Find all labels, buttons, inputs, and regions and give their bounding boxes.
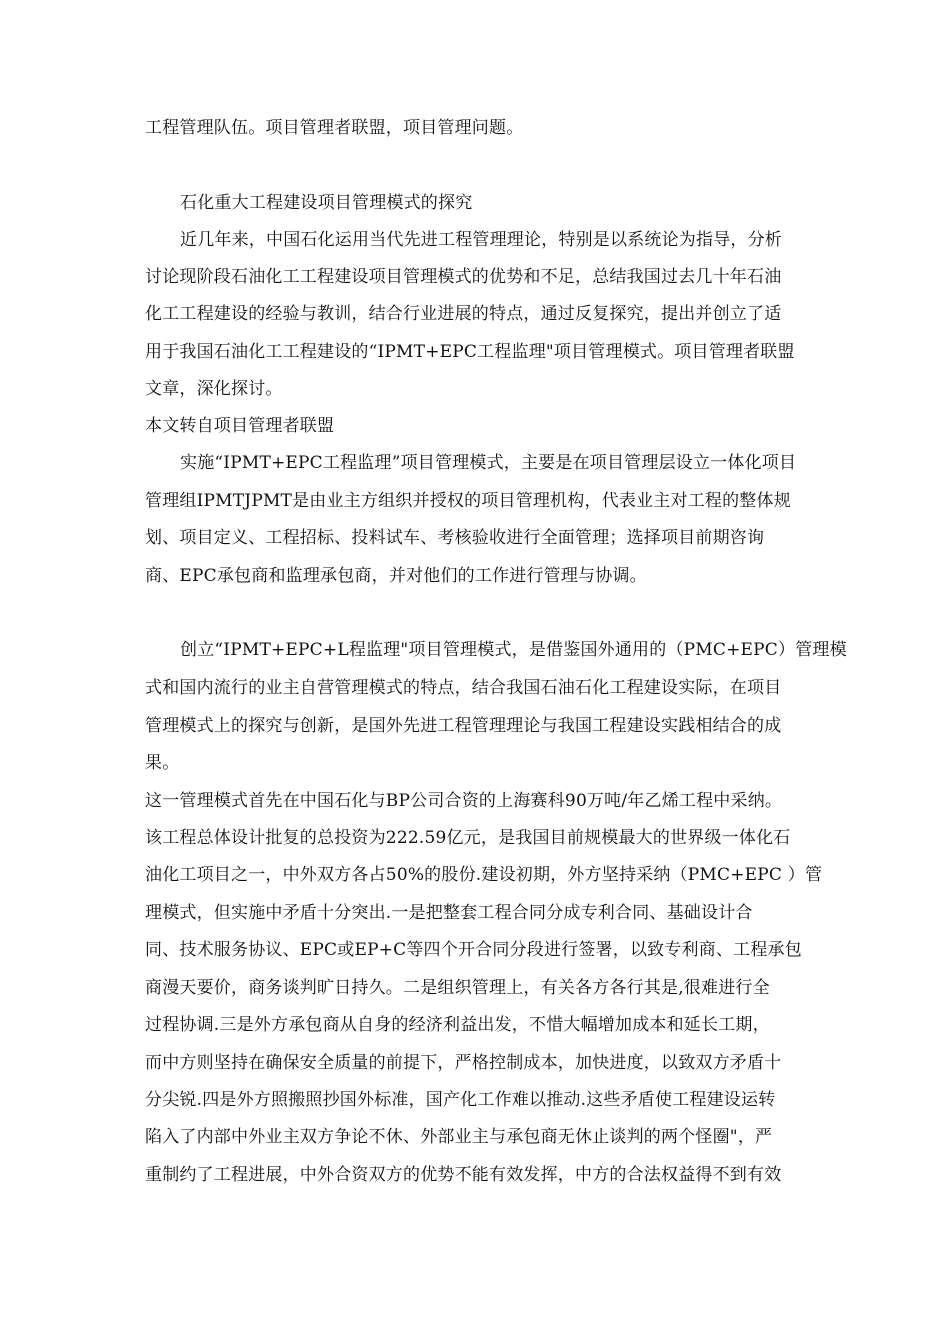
text-line: 分尖锐.四是外方照搬照抄国外标准，国产化工作难以推动.这些矛盾使工程建设运转 [145, 1090, 776, 1110]
text-line: 油化工项目之一，中外双方各占50%的股份.建设初期，外方坚持采纳（PMC+EPC ）管 [145, 865, 823, 885]
text-line: 实施“IPMT+EPC工程监理”项目管理模式，主要是在项目管理层设立一体化项目 [180, 453, 797, 473]
text-line: 工程管理队伍。项目管理者联盟，项目管理问题。 [145, 118, 524, 138]
text-line: 商、EPC承包商和监理承包商，并对他们的工作进行管理与协调。 [145, 566, 647, 586]
text-line: 陷入了内部中外业主双方争论不休、外部业主与承包商无休止谈判的两个怪圈"，严 [145, 1127, 773, 1147]
text-line: 管理组IPMTJPMT是由业主方组织并授权的项目管理机构，代表业主对工程的整体规 [145, 491, 791, 511]
text-line: 而中方则坚持在确保安全质量的前提下，严格控制成本，加快进度，以致双方矛盾十 [145, 1053, 782, 1073]
text-line: 这一管理模式首先在中国石化与BP公司合资的上海赛科90万吨/年乙烯工程中采纳。 [145, 791, 783, 811]
text-line: 商漫天要价，商务谈判旷日持久。二是组织管理上，有关各方各行其是,很难进行全 [145, 978, 770, 998]
text-line: 近几年来，中国石化运用当代先进工程管理理论，特别是以系统论为指导，分析 [180, 230, 782, 250]
text-line: 本文转自项目管理者联盟 [145, 416, 335, 436]
text-line: 同、技术服务协议、EPC或EP+C等四个开合同分段进行签署，以致专利商、工程承包 [145, 940, 802, 960]
text-line: 过程协调.三是外方承包商从自身的经济利益出发，不惜大幅增加成本和延长工期， [145, 1015, 770, 1035]
text-line: 重制约了工程进展，中外合资双方的优势不能有效发挥，中方的合法权益得不到有效 [145, 1165, 782, 1185]
text-line: 化工工程建设的经验与教训，结合行业进展的特点，通过反复探究，提出并创立了适 [145, 304, 782, 324]
text-line: 果。 [145, 753, 180, 773]
text-line: 用于我国石油化工工程建设的“IPMT+EPC工程监理"项目管理模式。项目管理者联盟 [145, 342, 795, 362]
text-line: 该工程总体设计批复的总投资为222.59亿元，是我国目前规模最大的世界级一体化石 [145, 828, 791, 848]
text-line: 理模式，但实施中矛盾十分突出.一是把整套工程合同分成专利合同、基础设计合 [145, 903, 753, 923]
text-line: 管理模式上的探究与创新，是国外先进工程管理理论与我国工程建设实践相结合的成 [145, 716, 782, 736]
text-line: 创立“IPMT+EPC+L程监理"项目管理模式，是借鉴国外通用的（PMC+EPC）管理模 [180, 640, 847, 660]
text-line: 讨论现阶段石油化工工程建设项目管理模式的优势和不足，总结我国过去几十年石油 [145, 267, 782, 287]
text-line: 划、项目定义、工程招标、投料试车、考核验收进行全面管理；选择项目前期咨询 [145, 528, 765, 548]
text-line: 式和国内流行的业主自营管理模式的特点，结合我国石油石化工程建设实际，在项目 [145, 678, 782, 698]
section-heading: 石化重大工程建设项目管理模式的探究 [180, 193, 473, 213]
text-line: 文章，深化探讨。 [145, 379, 283, 399]
